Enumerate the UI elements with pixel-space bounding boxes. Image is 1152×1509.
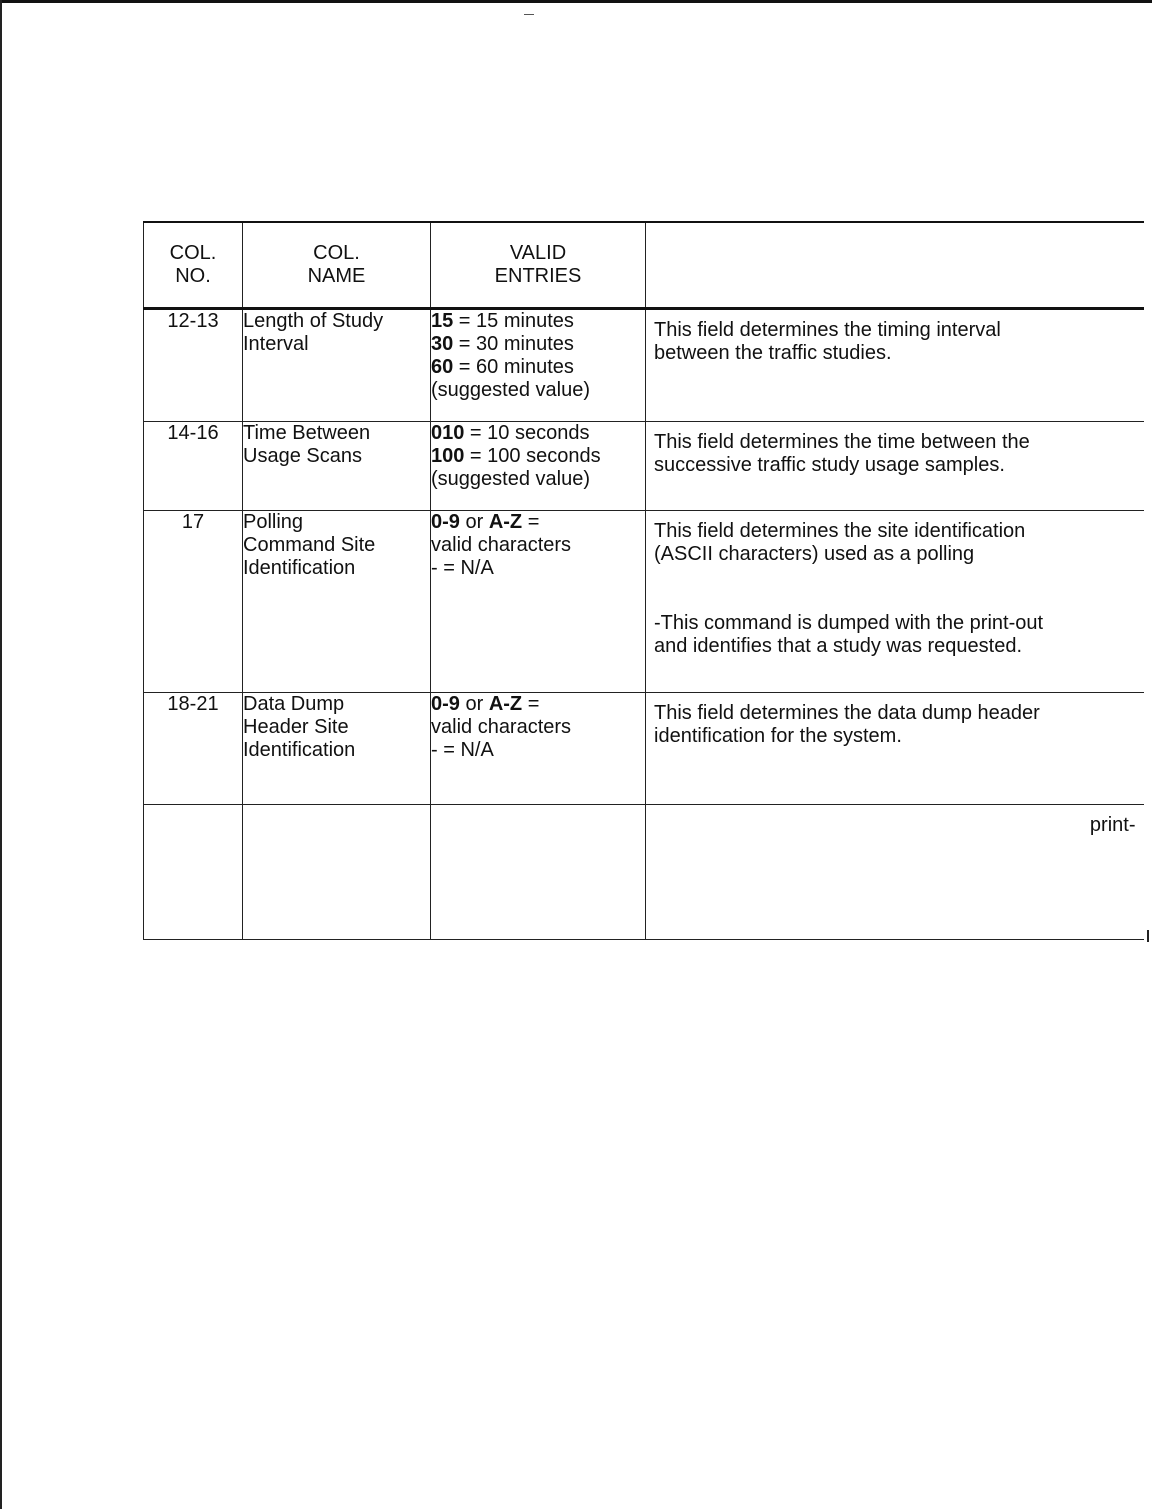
table-header-row <box>144 222 1144 309</box>
description-cell: This field determines the timing interval between the traffic studies. <box>646 309 1144 422</box>
valid-entries-cell: 15 = 15 minutes 30 = 30 minutes 60 = 60 minutes (suggested value) <box>431 309 646 422</box>
col-name-cell: Length of Study Interval <box>243 309 431 422</box>
valid-entries-cell <box>431 805 646 940</box>
page-left-border <box>0 0 2 1509</box>
table-row <box>144 805 1144 940</box>
table-row <box>144 309 1144 422</box>
description-cell: This field determines the time between the successive traffic study usage samples. <box>646 422 1144 511</box>
page-top-border <box>0 0 1152 3</box>
col-no-cell: 14-16 <box>144 422 243 511</box>
valid-entries-cell: 0-9 or A-Z = valid characters - = N/A <box>431 511 646 693</box>
table-row <box>144 693 1144 805</box>
header-col-no: COL. NO. <box>144 222 243 309</box>
description-cell: This field determines the data dump header identification for the system. <box>646 693 1144 805</box>
scan-mark <box>1147 930 1149 942</box>
valid-entries-cell: 010 = 10 seconds 100 = 100 seconds (suggested value) <box>431 422 646 511</box>
col-no-cell <box>144 805 243 940</box>
col-name-cell: Time Between Usage Scans <box>243 422 431 511</box>
col-no-cell: 17 <box>144 511 243 693</box>
header-description <box>646 222 1144 309</box>
col-no-cell: 18-21 <box>144 693 243 805</box>
column-spec-table <box>143 221 1144 940</box>
description-cell: print- <box>646 805 1144 940</box>
valid-entries-cell: 0-9 or A-Z = valid characters - = N/A <box>431 693 646 805</box>
col-name-cell: Data Dump Header Site Identification <box>243 693 431 805</box>
header-col-name: COL. NAME <box>243 222 431 309</box>
col-name-cell <box>243 805 431 940</box>
col-no-cell: 12-13 <box>144 309 243 422</box>
header-valid-entries: VALID ENTRIES <box>431 222 646 309</box>
table-row <box>144 422 1144 511</box>
col-name-cell: Polling Command Site Identification <box>243 511 431 693</box>
description-cell: This field determines the site identification (ASCII characters) used as a polling -This command is dumped with the print-out and identifies that a study was requested. <box>646 511 1144 693</box>
scan-mark <box>524 14 534 15</box>
table-row <box>144 511 1144 693</box>
